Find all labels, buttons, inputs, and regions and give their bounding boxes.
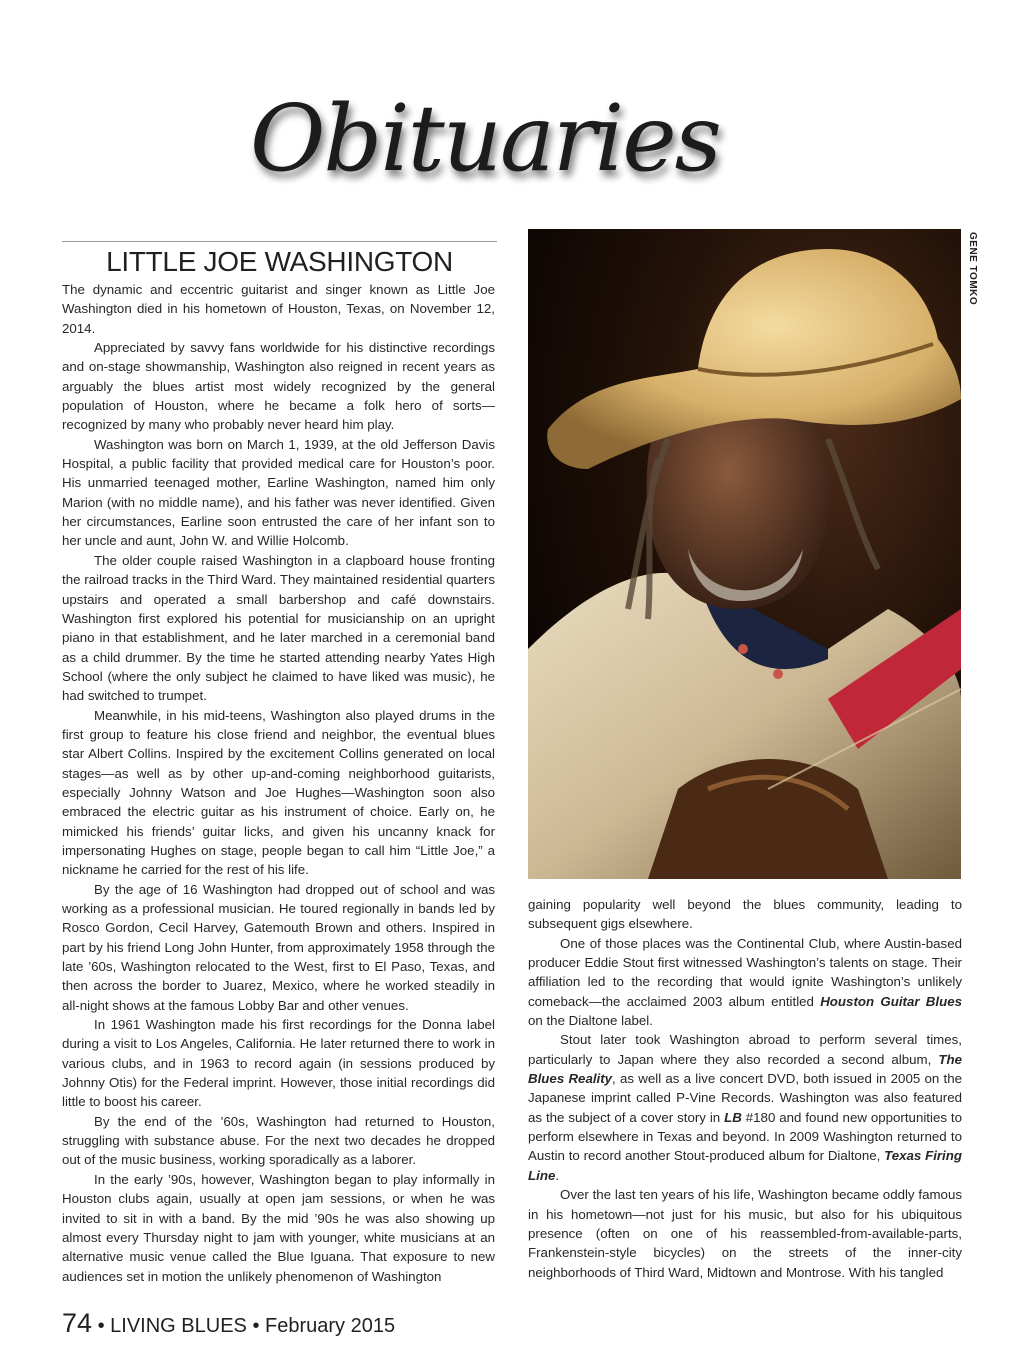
- paragraph: [528, 1030, 962, 1185]
- portrait-photo: [528, 229, 961, 879]
- page-number: 74: [62, 1308, 93, 1338]
- text-run: on the Dialtone label.: [528, 1013, 653, 1029]
- magazine-abbrev: LB: [724, 1109, 742, 1125]
- masthead-title: Obituaries: [250, 85, 720, 192]
- masthead: [230, 50, 790, 200]
- text-run: , as well as a live concert DVD, both issued in 2005 on the Japanese imprint called P-Vine Records. Washington was also featured as the subject of a cover story in: [528, 1071, 962, 1125]
- paragraph: gaining popularity well beyond the blues community, leading to subsequent gigs elsewhere.: [528, 897, 962, 932]
- paragraph: Appreciated by savvy fans worldwide for his distinctive recordings and on-stage showmanship, Washington also reigned in recent years as arguably the blues artist most widely recognized by the general population of Houston, where he became a folk hero of sorts—recognized by many who probably never heard him play.: [62, 340, 495, 433]
- page-footer: [62, 1308, 395, 1339]
- paragraph: Over the last ten years of his life, Washington became oddly famous in his hometown—not just for his music, but also for his ubiquitous presence (often on one of his reassembled-from-available-parts, Frankenstein-style bicycles) on the streets of the inner-city neighborhoods of Third Ward, Midtown and Montrose. With his tangled: [528, 1187, 962, 1280]
- paragraph: Meanwhile, in his mid-teens, Washington also played drums in the first group to feature his close friend and neighbor, the eventual blues star Albert Collins. Inspired by the excitement Collins generated on local stages—as well as by other up-and-coming neighborhood guitarists, especially Johnny Watson and Joe Hughes—Washington soon also embraced the electric guitar as his instrument of choice. Early on, he mimicked his friends’ guitar licks, and given his uncanny knack for impersonating Hughes on stage, people began to call him “Little Joe,” a nickname he carried for the rest of his life.: [62, 707, 495, 878]
- album-title: Texas Firing Line: [528, 1148, 962, 1183]
- paragraph: Washington was born on March 1, 1939, at the old Jefferson Davis Hospital, a public facility that provided medical care for Houston’s poor. His unmarried teenaged mother, Earline Washington, named him only Marion (with no middle name), and his father was never identified. Given her circumstances, Earline soon entrusted the care of her infant son to her uncle and aunt, John W. and Willie Holcomb.: [62, 436, 495, 549]
- paragraph: In 1961 Washington made his first recordings for the Donna label during a visit to Los Angeles, California. He later returned there to work in various clubs, and in 1963 to record again (in sessions produced by Johnny Otis) for the Federal imprint. However, those initial recordings did little to boost his career.: [62, 1017, 495, 1110]
- text-run: .: [555, 1167, 560, 1183]
- text-run: Stout later took Washington abroad to perform several times, particularly to Japan where they also recorded a second album,: [528, 1032, 962, 1067]
- paragraph: The dynamic and eccentric guitarist and singer known as Little Joe Washington died in his hometown of Houston, Texas, on November 12, 2014.: [62, 282, 495, 336]
- album-title: The Blues Reality: [528, 1051, 962, 1087]
- headline-rule: [62, 241, 497, 242]
- publication-line: • LIVING BLUES • February 2015: [92, 1315, 396, 1337]
- paragraph: [528, 934, 962, 1031]
- text-run: One of those places was the Continental Club, where Austin-based producer Eddie Stout first witnessed Washington’s talents on stage. Their affiliation led to the recording that would ignite Washington’s unlikely comeback—the acclaimed 2003 album entitled: [528, 935, 962, 1009]
- masthead-logo: [230, 50, 790, 200]
- paragraph: In the early ’90s, however, Washington began to play informally in Houston clubs again, usually at open jam sessions, or when he was invited to sit in with a band. By the mid ’90s he was also showing up almost every Thursday night to jam with younger, white musicians at an alternative music venue called the Blue Iguana. That exposure to new audiences set in motion the unlikely phenomenon of Washington: [62, 1171, 495, 1284]
- text-run: #180 and found new opportunities to perform elsewhere in Texas and beyond. In 2009 Washington returned to Austin to record another Stout-produced album for Dialtone,: [528, 1109, 962, 1164]
- right-column: [528, 895, 962, 1282]
- album-title: Houston Guitar Blues: [820, 993, 962, 1009]
- paragraph: By the end of the ’60s, Washington had returned to Houston, struggling with substance abuse. For the next two decades he dropped out of the music business, working sporadically as a laborer.: [62, 1113, 495, 1168]
- left-column: [62, 280, 495, 1286]
- article-headline: LITTLE JOE WASHINGTON: [106, 246, 453, 277]
- paragraph: The older couple raised Washington in a clapboard house fronting the railroad tracks in the Third Ward. They maintained residential quarters upstairs and operated a small barbershop and café downstairs. Washington first explored his potential for musicianship on an upright piano in that establishment, and he later marched in a ceremonial band as a child drummer. By the time he started attending nearby Yates High School (where the only subject he claimed to have liked was music), he had switched to trumpet.: [62, 552, 495, 704]
- photo-credit: GENE TOMKO: [967, 232, 978, 306]
- paragraph: By the age of 16 Washington had dropped out of school and was working as a professional musician. He toured regionally in bands led by Rosco Gordon, Cecil Harvey, Gatemouth Brown and others. Inspired in part by his friend Long John Hunter, from approximately 1958 through the late ’60s, Washington relocated to the West, first to El Paso, Texas, and then across the border to Juarez, Mexico, where he worked steadily in all-night shows at the famous Lobby Bar and other venues.: [62, 881, 495, 1013]
